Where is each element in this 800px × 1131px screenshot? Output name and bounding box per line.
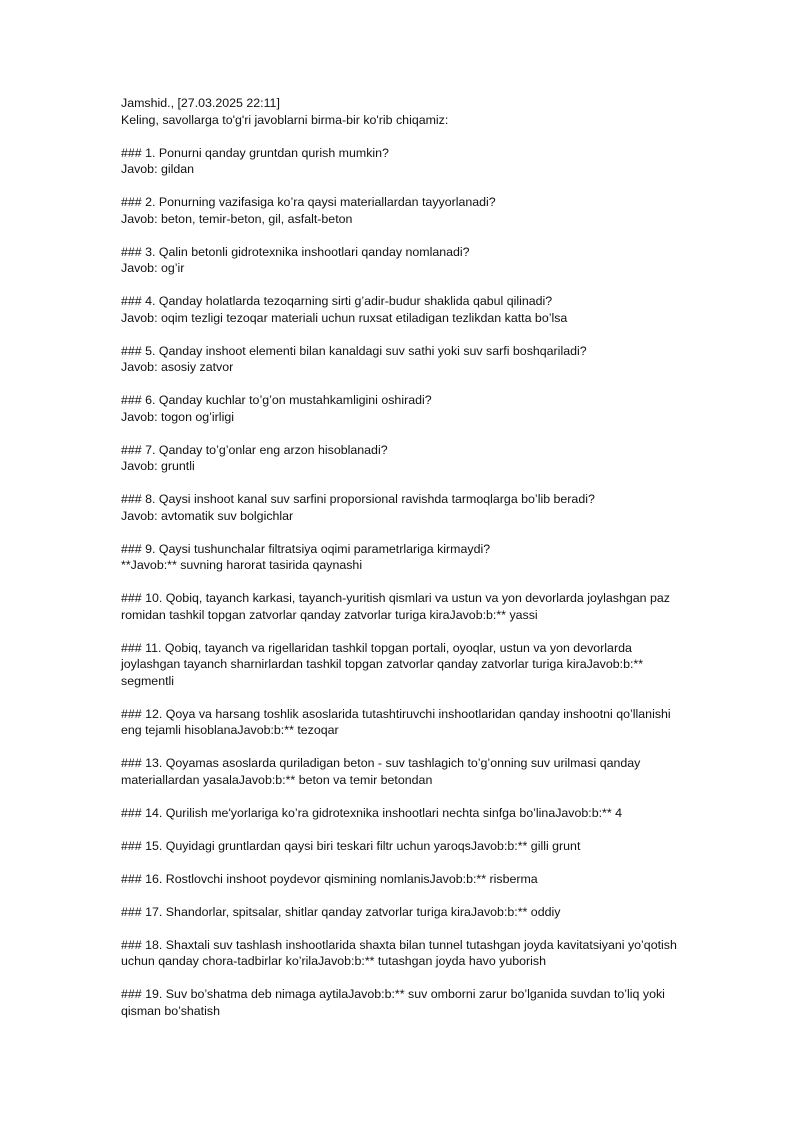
qa-combined-text: ### 15. Quyidagi gruntlardan qaysi biri teskari filtr uchun yaroqsJavob:b:** gilli grunt bbox=[121, 838, 581, 853]
question-text: ### 3. Qalin betonli gidrotexnika inshootlari qanday nomlanadi? bbox=[121, 244, 470, 259]
answer-text: Javob: oqim tezligi tezoqar materiali uchun ruxsat etiladigan tezlikdan katta bo’lsa bbox=[121, 310, 568, 325]
qa-item-5 bbox=[121, 343, 681, 376]
answer-text: Javob: avtomatik suv bolgichlar bbox=[121, 508, 294, 523]
question-text: ### 4. Qanday holatlarda tezoqarning sirti g’adir-budur shaklida qabul qilinadi? bbox=[121, 294, 553, 308]
qa-item-13 bbox=[121, 755, 681, 788]
qa-item-9 bbox=[121, 541, 681, 574]
question-text: ### 5. Qanday inshoot elementi bilan kanaldagi suv sathi yoki suv sarfi boshqariladi? bbox=[121, 343, 587, 358]
qa-combined-text: ### 11. Qobiq, tayanch va rigellaridan tashkil topgan portali, oyoqlar, ustun va yon devorlarda joylashgan tayanch sharnirlardan tashkil topgan zatvorlar qanday zatvorlar turiga kiraJavob:b:** segmentli bbox=[121, 640, 647, 688]
qa-combined-text: ### 10. Qobiq, tayanch karkasi, tayanch-yuritish qismlari va ustun va yon devorlarda joylashgan paz romidan tashkil topgan zatvorlar qanday zatvorlar turiga kiraJavob:b:** yassi bbox=[121, 591, 674, 622]
qa-item-17 bbox=[121, 904, 681, 921]
qa-item-6 bbox=[121, 392, 681, 425]
question-text: ### 1. Ponurni qanday gruntdan qurish mumkin? bbox=[121, 145, 389, 160]
qa-item-12 bbox=[121, 706, 681, 739]
question-text: ### 6. Qanday kuchlar to’g’on mustahkamligini oshiradi? bbox=[121, 393, 432, 407]
qa-combined-text: ### 13. Qoyamas asoslarda quriladigan beton - suv tashlagich to’g’onning suv urilmasi qanday materiallardan yasalaJavob:b:** beton va temir betondan bbox=[121, 756, 644, 787]
qa-item-2 bbox=[121, 194, 681, 227]
qa-combined-text: ### 18. Shaxtali suv tashlash inshootlarida shaxta bilan tunnel tutashgan joyda kavitatsiyani yo’qotish uchun qanday chora-tadbirlar ko’rilaJavob:b:** tutashgan joyda havo yuborish bbox=[121, 937, 681, 968]
answer-text: Javob: asosiy zatvor bbox=[121, 360, 234, 374]
qa-item-16 bbox=[121, 871, 681, 888]
qa-combined-text: ### 17. Shandorlar, spitsalar, shitlar qanday zatvorlar turiga kiraJavob:b:** oddiy bbox=[121, 904, 561, 919]
qa-combined-text: ### 16. Rostlovchi inshoot poydevor qismining nomlanisJavob:b:** risberma bbox=[121, 871, 538, 886]
question-text: ### 8. Qaysi inshoot kanal suv sarfini proporsional ravishda tarmoqlarga bo’lib beradi? bbox=[121, 492, 595, 506]
qa-combined-text: ### 12. Qoya va harsang toshlik asoslarida tutashtiruvchi inshootlaridan qanday inshootni qo’llanishi eng tejamli hisoblanaJavob:b:** tezoqar bbox=[121, 706, 675, 737]
qa-item-18 bbox=[121, 937, 681, 970]
answer-text: Javob: beton, temir-beton, gil, asfalt-beton bbox=[121, 211, 353, 226]
answer-text: Javob: togon og’irligi bbox=[121, 409, 234, 424]
question-text: ### 7. Qanday to’g’onlar eng arzon hisoblanadi? bbox=[121, 442, 388, 457]
qa-item-4 bbox=[121, 293, 681, 326]
question-text: ### 2. Ponurning vazifasiga ko’ra qaysi materiallardan tayyorlanadi? bbox=[121, 195, 496, 209]
qa-item-19 bbox=[121, 986, 681, 1019]
qa-combined-text: ### 14. Qurilish me'yorlariga ko’ra gidrotexnika inshootlari nechta sinfga bo’linaJavob:b:** 4 bbox=[121, 805, 623, 820]
document-body bbox=[121, 95, 681, 1036]
qa-item-15 bbox=[121, 838, 681, 855]
answer-text: **Javob:** suvning harorat tasirida qaynashi bbox=[121, 558, 363, 572]
qa-item-1 bbox=[121, 145, 681, 178]
author-timestamp-line: Jamshid., [27.03.2025 22:11] bbox=[121, 96, 280, 110]
qa-combined-text: ### 19. Suv bo’shatma deb nimaga aytilaJavob:b:** suv omborni zarur bo’lganida suvdan to’liq yoki qisman bo’shatish bbox=[121, 987, 669, 1018]
qa-item-8 bbox=[121, 491, 681, 524]
answer-text: Javob: og’ir bbox=[121, 261, 185, 275]
intro-text: Keling, savollarga to'g'ri javoblarni birma-bir ko'rib chiqamiz: bbox=[121, 112, 449, 127]
qa-item-10 bbox=[121, 590, 681, 623]
document-header bbox=[121, 95, 681, 128]
answer-text: Javob: gildan bbox=[121, 162, 195, 176]
qa-item-11 bbox=[121, 640, 681, 690]
question-text: ### 9. Qaysi tushunchalar filtratsiya oqimi parametrlariga kirmaydi? bbox=[121, 541, 491, 556]
qa-item-14 bbox=[121, 805, 681, 822]
qa-item-3 bbox=[121, 244, 681, 277]
answer-text: Javob: gruntli bbox=[121, 459, 195, 473]
qa-item-7 bbox=[121, 442, 681, 475]
